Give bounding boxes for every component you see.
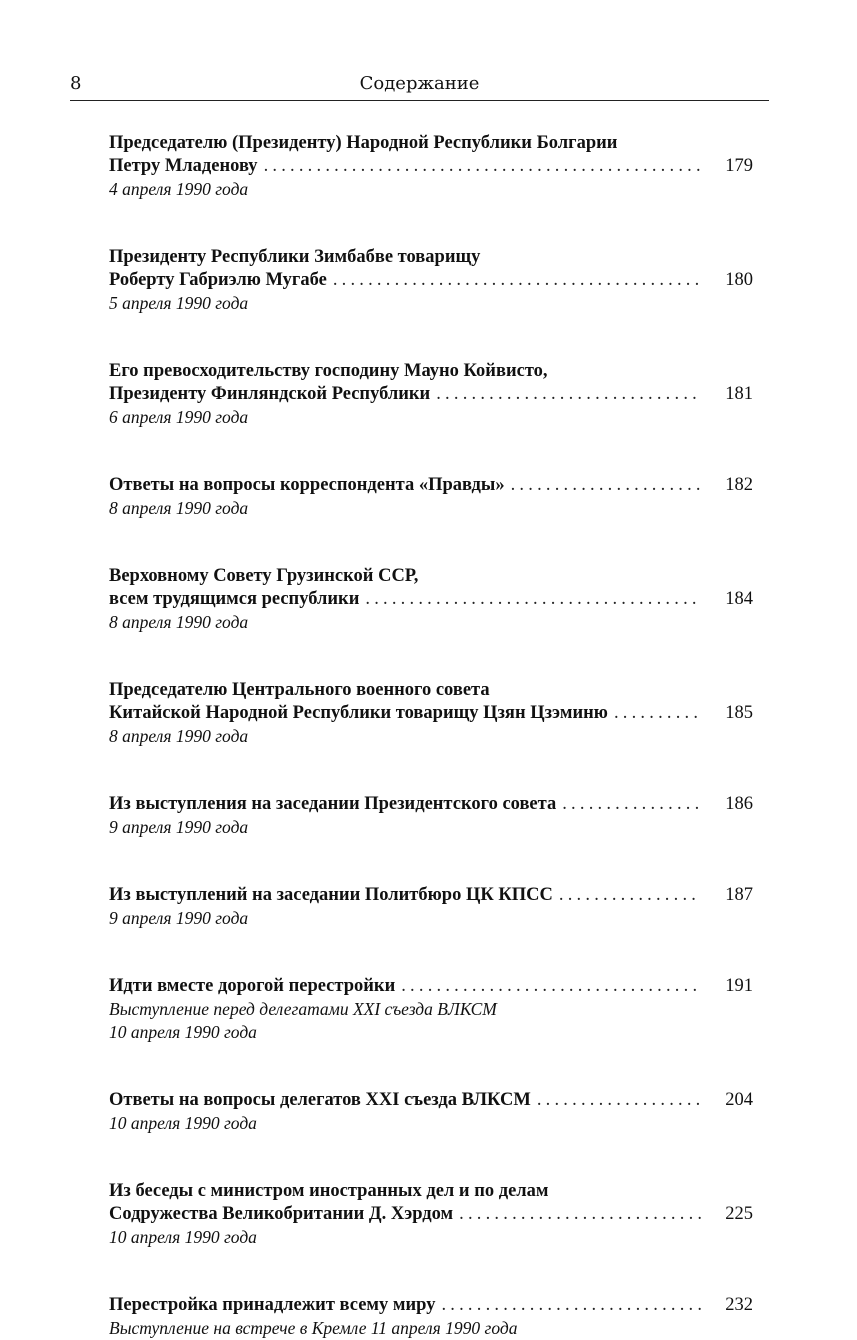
toc-entry-title: Ответы на вопросы делегатов XXI съезда ВЛКСМ: [109, 1090, 531, 1110]
toc-entry-title: Перестройка принадлежит всему миру: [109, 1295, 436, 1315]
toc-entry-page-number: 185: [725, 703, 753, 723]
toc-entry-title: Роберту Габриэлю Мугабе: [109, 270, 327, 290]
toc-entry: [109, 975, 753, 1044]
page-header: [70, 72, 769, 101]
toc-entry: [109, 884, 753, 930]
toc-entry: [109, 474, 753, 520]
toc-entry-page-number: 180: [725, 270, 753, 290]
dot-leader: [365, 588, 701, 611]
running-head: Содержание: [359, 73, 480, 94]
toc-entry-title-row: [109, 155, 753, 178]
toc-entry-subtitle: 4 апреля 1990 года: [109, 179, 249, 199]
toc-entry-subtitle: 5 апреля 1990 года: [109, 293, 249, 313]
page-number: 8: [70, 73, 82, 94]
toc-entry-subtitle: 10 апреля 1990 года: [109, 1022, 257, 1042]
dot-leader: [436, 383, 701, 406]
toc-entry-page-number: 186: [725, 794, 753, 814]
toc-entry-title-line: Председателю Центрального военного совета: [109, 680, 490, 700]
toc-entry-title-row: [109, 702, 753, 725]
toc-entry: [109, 679, 753, 748]
toc-entry: [109, 1180, 753, 1249]
toc-entry-title-line: Его превосходительству господину Мауно Койвисто,: [109, 361, 548, 381]
dot-leader: [511, 474, 701, 497]
toc-entry-page-number: 225: [725, 1204, 753, 1224]
toc-entry-page-number: 184: [725, 589, 753, 609]
dot-leader: [441, 1294, 701, 1317]
toc-entry-title-line: Президенту Республики Зимбабве товарищу: [109, 247, 481, 267]
toc-entry-title: Президенту Финляндской Республики: [109, 384, 431, 404]
toc-entry: [109, 565, 753, 634]
toc-entry-title: всем трудящимся республики: [109, 589, 360, 609]
dot-leader: [614, 702, 701, 725]
dot-leader: [264, 155, 701, 178]
toc-entry-subtitle: 8 апреля 1990 года: [109, 612, 249, 632]
toc-entry-subtitle: 10 апреля 1990 года: [109, 1227, 257, 1247]
toc-entry-title-row: [109, 1089, 753, 1112]
toc-entry-page-number: 182: [725, 475, 753, 495]
toc-entry-title-row: [109, 1203, 753, 1226]
toc-entry-page-number: 232: [725, 1295, 753, 1315]
toc-entry-title-row: [109, 474, 753, 497]
toc-entry-page-number: 179: [725, 156, 753, 176]
toc-entry-page-number: 187: [725, 885, 753, 905]
toc-entry-subtitle: 9 апреля 1990 года: [109, 908, 249, 928]
dot-leader: [537, 1089, 701, 1112]
toc-entry-subtitle: 6 апреля 1990 года: [109, 407, 249, 427]
toc-entry: [109, 1089, 753, 1135]
toc-entry-title: Китайской Народной Республики товарищу Цзян Цзэминю: [109, 703, 608, 723]
toc-entry: [109, 360, 753, 429]
toc-entry-title-row: [109, 588, 753, 611]
toc-entry: [109, 793, 753, 839]
toc-entry: [109, 1294, 753, 1340]
dot-leader: [333, 269, 701, 292]
toc-entry-subtitle: Выступление на встрече в Кремле 11 апреля 1990 года: [109, 1318, 518, 1338]
toc-entry-title-row: [109, 1294, 753, 1317]
toc-entry-title-row: [109, 884, 753, 907]
toc-entry: [109, 132, 753, 201]
toc-entry-subtitle: 8 апреля 1990 года: [109, 726, 249, 746]
toc-entry-title-row: [109, 383, 753, 406]
toc-entry-subtitle: 8 апреля 1990 года: [109, 498, 249, 518]
toc-entry-title-row: [109, 793, 753, 816]
toc-entry-page-number: 181: [725, 384, 753, 404]
table-of-contents: [109, 132, 753, 1340]
toc-entry-title-line: Верховному Совету Грузинской ССР,: [109, 566, 419, 586]
toc-entry-title: Ответы на вопросы корреспондента «Правды»: [109, 475, 505, 495]
toc-entry-title-line: Из беседы с министром иностранных дел и по делам: [109, 1181, 549, 1201]
toc-entry-title: Из выступления на заседании Президентского совета: [109, 794, 557, 814]
toc-entry-title-row: [109, 269, 753, 292]
dot-leader: [459, 1203, 701, 1226]
toc-entry-title: Петру Младенову: [109, 156, 258, 176]
toc-entry-title-row: [109, 975, 753, 998]
toc-entry-subtitle: 9 апреля 1990 года: [109, 817, 249, 837]
dot-leader: [562, 793, 701, 816]
toc-entry-title: Из выступлений на заседании Политбюро ЦК КПСС: [109, 885, 553, 905]
toc-entry-title-line: Председателю (Президенту) Народной Республики Болгарии: [109, 133, 618, 153]
toc-entry-subtitle: 10 апреля 1990 года: [109, 1113, 257, 1133]
toc-entry: [109, 246, 753, 315]
dot-leader: [401, 975, 701, 998]
toc-entry-title: Идти вместе дорогой перестройки: [109, 976, 396, 996]
toc-entry-subtitle: Выступление перед делегатами XXI съезда ВЛКСМ: [109, 999, 497, 1019]
toc-entry-page-number: 204: [725, 1090, 753, 1110]
dot-leader: [559, 884, 701, 907]
toc-entry-title: Содружества Великобритании Д. Хэрдом: [109, 1204, 454, 1224]
toc-entry-page-number: 191: [725, 976, 753, 996]
